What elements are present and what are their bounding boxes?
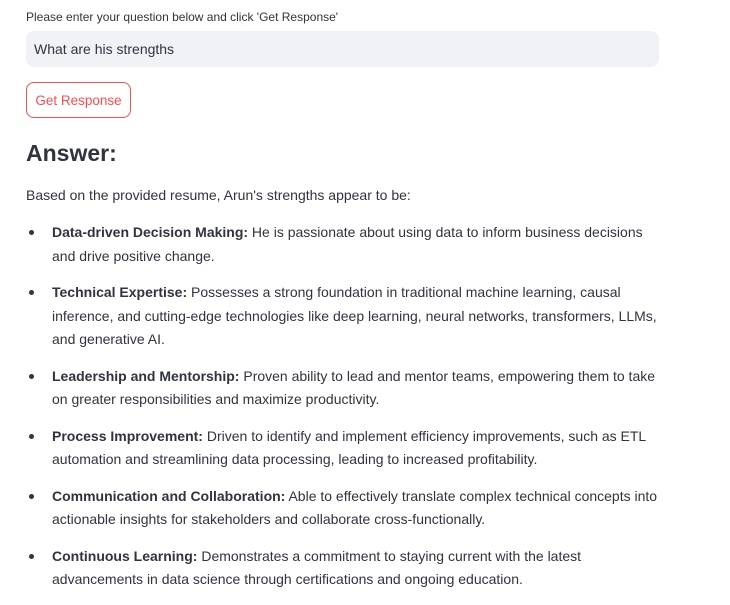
list-item xyxy=(26,485,660,532)
list-item xyxy=(26,425,660,472)
get-response-button[interactable]: Get Response xyxy=(26,82,131,118)
list-item-text: He is passionate about using data to inform business decisions and drive positive change. xyxy=(52,224,643,264)
question-input[interactable] xyxy=(26,31,659,67)
list-item-text: Demonstrates a commitment to staying current with the latest advancements in data science through certifications and ongoing education. xyxy=(52,547,582,587)
bullet-icon xyxy=(29,434,34,439)
answer-intro: Based on the provided resume, Arun's strengths appear to be: xyxy=(26,187,411,203)
bullet-icon xyxy=(29,230,34,235)
list-item-title: Leadership and Mentorship: xyxy=(52,367,240,384)
list-item-title: Continuous Learning: xyxy=(52,547,198,564)
bullet-icon xyxy=(29,554,34,559)
list-item-title: Data-driven Decision Making: xyxy=(52,224,249,240)
question-label: Please enter your question below and click 'Get Response' xyxy=(26,10,339,24)
list-item xyxy=(26,365,660,412)
list-item-title: Communication and Collaboration: xyxy=(52,487,286,504)
list-item-text: Driven to identify and implement efficiency improvements, such as ETL automation and streamlining data processing, leading to increased profitability. xyxy=(52,427,646,467)
list-item-text: Proven ability to lead and mentor teams, empowering them to take on greater responsibilities and maximize productivity. xyxy=(52,367,656,407)
list-item xyxy=(26,545,660,592)
bullet-icon xyxy=(29,494,34,499)
list-item-text: Able to effectively translate complex technical concepts into actionable insights for stakeholders and collaborate cross-functionally. xyxy=(52,487,658,527)
answer-heading: Answer: xyxy=(26,140,117,166)
list-item xyxy=(26,281,660,352)
list-item xyxy=(26,221,660,268)
list-item-title: Process Improvement: xyxy=(52,427,203,444)
list-item-text: Possesses a strong foundation in traditional machine learning, causal inference, and cutting-edge technologies like deep learning, neural networks, transformers, LLMs, and generative AI. xyxy=(52,284,657,347)
bullet-icon xyxy=(29,290,34,295)
list-item-title: Technical Expertise: xyxy=(52,284,188,300)
strengths-list xyxy=(26,221,660,605)
bullet-icon xyxy=(29,374,34,379)
